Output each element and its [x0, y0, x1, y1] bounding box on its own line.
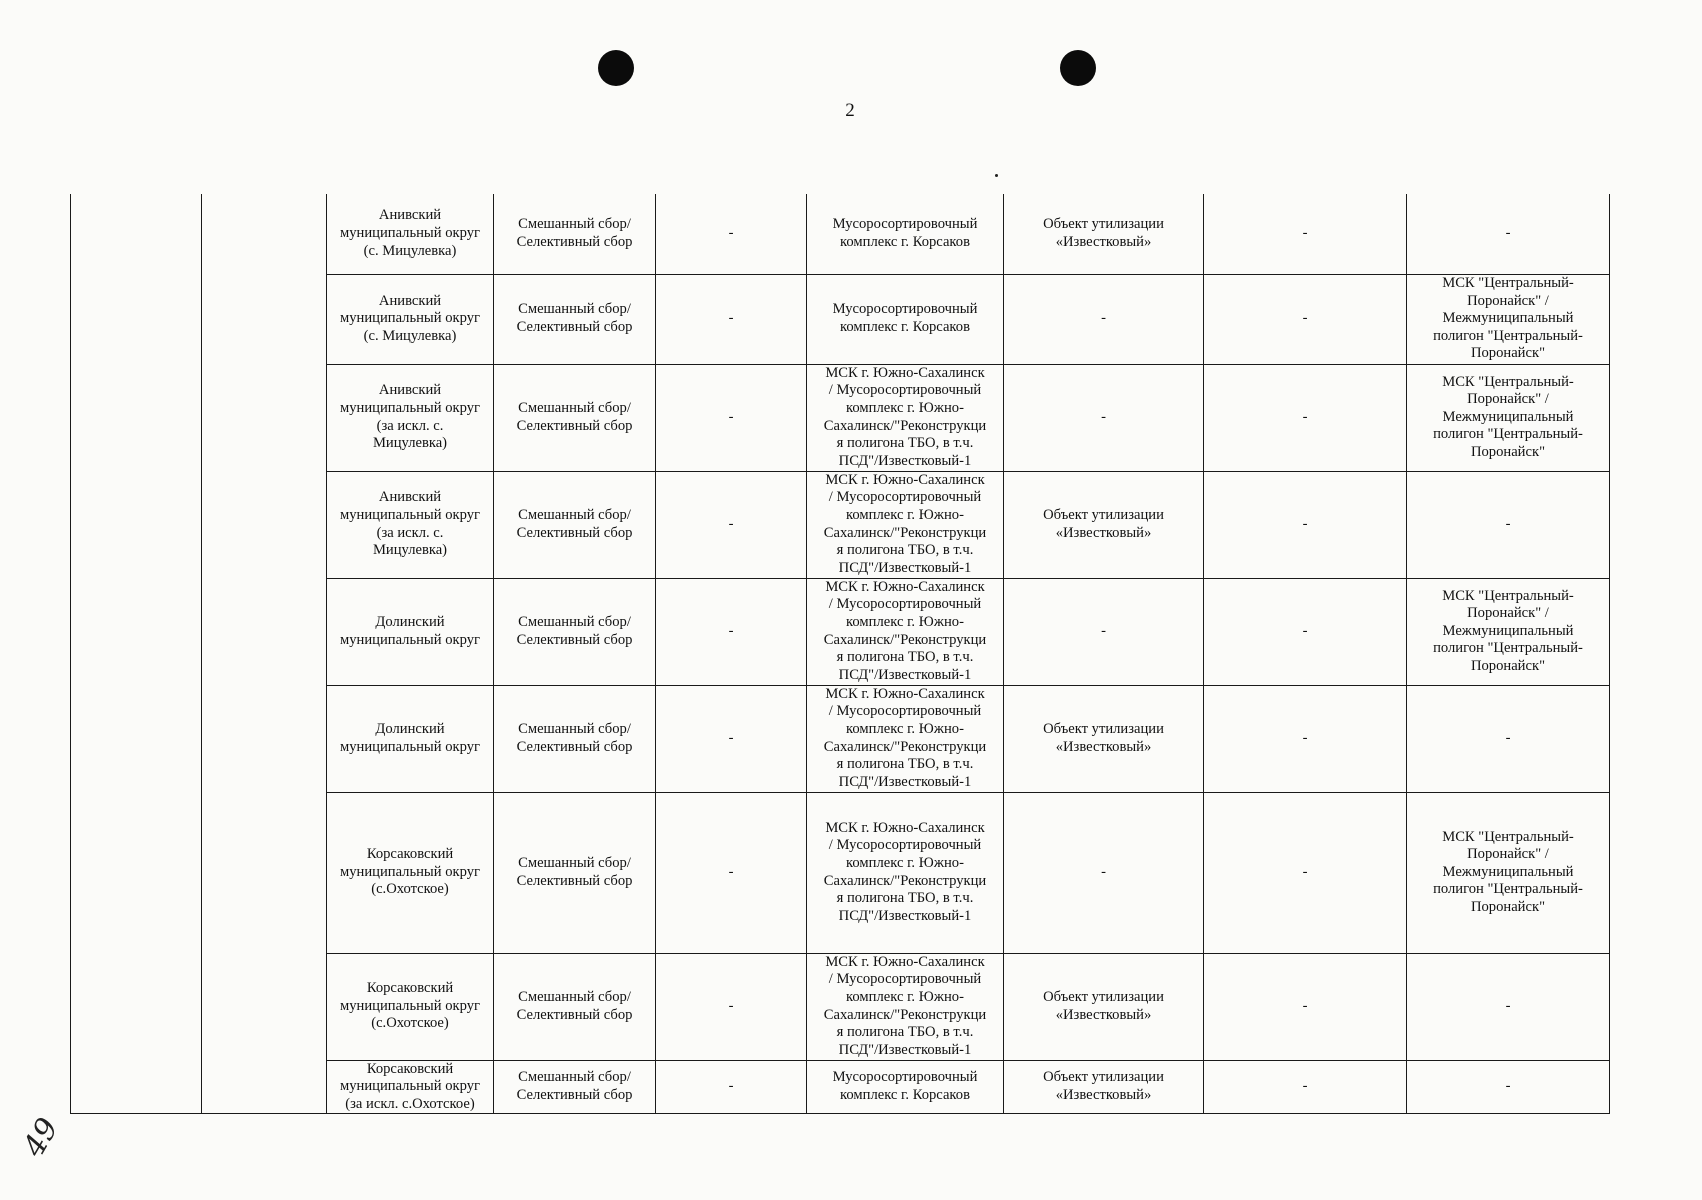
dash-cell: - — [1204, 792, 1407, 953]
dash-cell: - — [656, 194, 807, 274]
sorting-facility-cell: МСК г. Южно-Сахалинск / Мусоросортировочный комплекс г. Южно- Сахалинск/"Реконструкци я полигона ТБО, в т.ч. ПСД"/Известковый-1 — [807, 471, 1004, 578]
municipality-cell: Долинский муниципальный округ — [327, 685, 494, 792]
landfill-cell: МСК "Центральный- Поронайск" / Межмуниципальный полигон "Центральный- Поронайск" — [1407, 364, 1610, 471]
sorting-facility-cell: МСК г. Южно-Сахалинск / Мусоросортировочный комплекс г. Южно- Сахалинск/"Реконструкци я полигона ТБО, в т.ч. ПСД"/Известковый-1 — [807, 685, 1004, 792]
collection-type-cell: Смешанный сбор/ Селективный сбор — [494, 792, 656, 953]
utilization-facility-cell: Объект утилизации «Известковый» — [1004, 1060, 1204, 1114]
dash-cell: - — [1204, 578, 1407, 685]
sorting-facility-cell: Мусоросортировочный комплекс г. Корсаков — [807, 274, 1004, 364]
landfill-cell: МСК "Центральный- Поронайск" / Межмуниципальный полигон "Центральный- Поронайск" — [1407, 274, 1610, 364]
collection-type-cell: Смешанный сбор/ Селективный сбор — [494, 274, 656, 364]
punch-hole-right — [1060, 50, 1096, 86]
utilization-facility-cell: - — [1004, 578, 1204, 685]
landfill-cell: - — [1407, 1060, 1610, 1114]
municipality-cell: Долинский муниципальный округ — [327, 578, 494, 685]
municipality-cell: Анивский муниципальный округ (с. Мицулевка) — [327, 194, 494, 274]
utilization-facility-cell: Объект утилизации «Известковый» — [1004, 471, 1204, 578]
municipality-cell: Анивский муниципальный округ (за искл. с. Мицулевка) — [327, 471, 494, 578]
municipality-cell: Корсаковский муниципальный округ (за искл. с.Охотское) — [327, 1060, 494, 1114]
page-number: 2 — [845, 100, 855, 121]
collection-type-cell: Смешанный сбор/ Селективный сбор — [494, 1060, 656, 1114]
punch-hole-left — [598, 50, 634, 86]
municipality-cell: Анивский муниципальный округ (за искл. с. Мицулевка) — [327, 364, 494, 471]
collection-type-cell: Смешанный сбор/ Селективный сбор — [494, 471, 656, 578]
municipality-cell: Корсаковский муниципальный округ (с.Охотское) — [327, 953, 494, 1060]
dash-cell: - — [656, 364, 807, 471]
dash-cell: - — [656, 1060, 807, 1114]
dash-cell: - — [1204, 274, 1407, 364]
utilization-facility-cell: Объект утилизации «Известковый» — [1004, 194, 1204, 274]
dash-cell: - — [656, 274, 807, 364]
collection-type-cell: Смешанный сбор/ Селективный сбор — [494, 364, 656, 471]
collection-type-cell: Смешанный сбор/ Селективный сбор — [494, 194, 656, 274]
margin-handwritten-mark: 49 — [16, 1112, 66, 1163]
waste-routing-table — [70, 194, 1610, 1114]
dash-cell: - — [656, 953, 807, 1060]
utilization-facility-cell: Объект утилизации «Известковый» — [1004, 953, 1204, 1060]
landfill-cell: - — [1407, 685, 1610, 792]
sorting-facility-cell: Мусоросортировочный комплекс г. Корсаков — [807, 194, 1004, 274]
dash-cell: - — [656, 578, 807, 685]
utilization-facility-cell: - — [1004, 274, 1204, 364]
utilization-facility-cell: Объект утилизации «Известковый» — [1004, 685, 1204, 792]
collection-type-cell: Смешанный сбор/ Селективный сбор — [494, 578, 656, 685]
dash-cell: - — [656, 685, 807, 792]
sorting-facility-cell: МСК г. Южно-Сахалинск / Мусоросортировочный комплекс г. Южно- Сахалинск/"Реконструкци я полигона ТБО, в т.ч. ПСД"/Известковый-1 — [807, 364, 1004, 471]
sorting-facility-cell: МСК г. Южно-Сахалинск / Мусоросортировочный комплекс г. Южно- Сахалинск/"Реконструкци я полигона ТБО, в т.ч. ПСД"/Известковый-1 — [807, 953, 1004, 1060]
blank-merged-column — [71, 194, 202, 1114]
landfill-cell: МСК "Центральный- Поронайск" / Межмуниципальный полигон "Центральный- Поронайск" — [1407, 792, 1610, 953]
dash-cell: - — [1204, 194, 1407, 274]
table-row — [71, 194, 1610, 274]
dash-cell: - — [656, 792, 807, 953]
dash-cell: - — [1204, 364, 1407, 471]
sorting-facility-cell: МСК г. Южно-Сахалинск / Мусоросортировочный комплекс г. Южно- Сахалинск/"Реконструкци я полигона ТБО, в т.ч. ПСД"/Известковый-1 — [807, 792, 1004, 953]
landfill-cell: - — [1407, 953, 1610, 1060]
sorting-facility-cell: Мусоросортировочный комплекс г. Корсаков — [807, 1060, 1004, 1114]
dash-cell: - — [1204, 471, 1407, 578]
dash-cell: - — [656, 471, 807, 578]
landfill-cell: МСК "Центральный- Поронайск" / Межмуниципальный полигон "Центральный- Поронайск" — [1407, 578, 1610, 685]
dash-cell: - — [1204, 1060, 1407, 1114]
stray-dot — [995, 174, 998, 177]
dash-cell: - — [1204, 685, 1407, 792]
landfill-cell: - — [1407, 194, 1610, 274]
collection-type-cell: Смешанный сбор/ Селективный сбор — [494, 953, 656, 1060]
sorting-facility-cell: МСК г. Южно-Сахалинск / Мусоросортировочный комплекс г. Южно- Сахалинск/"Реконструкци я полигона ТБО, в т.ч. ПСД"/Известковый-1 — [807, 578, 1004, 685]
municipality-cell: Корсаковский муниципальный округ (с.Охотское) — [327, 792, 494, 953]
collection-type-cell: Смешанный сбор/ Селективный сбор — [494, 685, 656, 792]
municipality-cell: Анивский муниципальный округ (с. Мицулевка) — [327, 274, 494, 364]
blank-merged-column — [202, 194, 327, 1114]
utilization-facility-cell: - — [1004, 792, 1204, 953]
dash-cell: - — [1204, 953, 1407, 1060]
utilization-facility-cell: - — [1004, 364, 1204, 471]
landfill-cell: - — [1407, 471, 1610, 578]
